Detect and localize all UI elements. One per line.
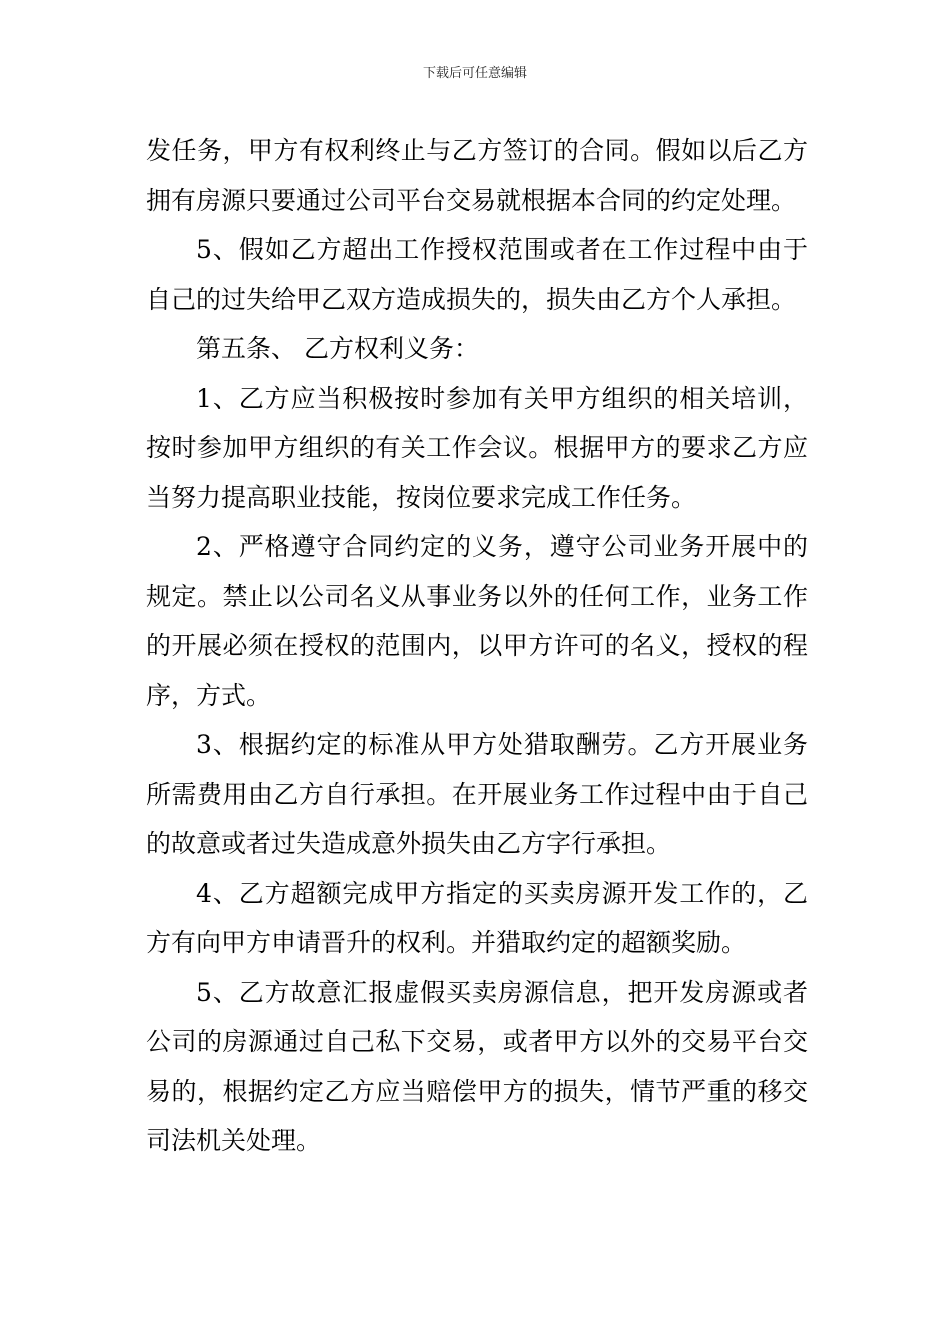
section-heading-article-5: 第五条、 乙方权利义务： bbox=[196, 334, 479, 363]
paragraph-clause-4-5: 5、假如乙方超出工作授权范围或者在工作过程中由于自己的过失给甲乙双方造成损失的，损失由乙方个人承担。 bbox=[146, 235, 808, 314]
paragraph-clause-5-1: 1、乙方应当积极按时参加有关甲方组织的相关培训，按时参加甲方组织的有关工作会议。根据甲方的要求乙方应当努力提高职业技能，按岗位要求完成工作任务。 bbox=[146, 383, 808, 512]
page-header: 下载后可任意编辑 bbox=[422, 66, 527, 81]
document-body bbox=[146, 126, 808, 1166]
paragraph-clause-5-2: 2、严格遵守合同约定的义务，遵守公司业务开展中的规定。禁止以公司名义从事业务以外的任何工作，业务工作的开展必须在授权的范围内，以甲方许可的名义，授权的程序，方式。 bbox=[146, 532, 808, 710]
paragraph-clause-5-5: 5、乙方故意汇报虚假买卖房源信息，把开发房源或者公司的房源通过自己私下交易，或者甲方以外的交易平台交易的，根据约定乙方应当赔偿甲方的损失，情节严重的移交司法机关处理。 bbox=[146, 977, 808, 1155]
paragraph-continuation: 发任务，甲方有权利终止与乙方签订的合同。假如以后乙方拥有房源只要通过公司平台交易就根据本合同的约定处理。 bbox=[146, 136, 808, 215]
paragraph-clause-5-4: 4、乙方超额完成甲方指定的买卖房源开发工作的，乙方有向甲方申请晋升的权利。并猎取约定的超额奖励。 bbox=[146, 878, 808, 957]
paragraph-clause-5-3: 3、根据约定的标准从甲方处猎取酬劳。乙方开展业务所需费用由乙方自行承担。在开展业务工作过程中由于自己的故意或者过失造成意外损失由乙方字行承担。 bbox=[146, 730, 808, 858]
